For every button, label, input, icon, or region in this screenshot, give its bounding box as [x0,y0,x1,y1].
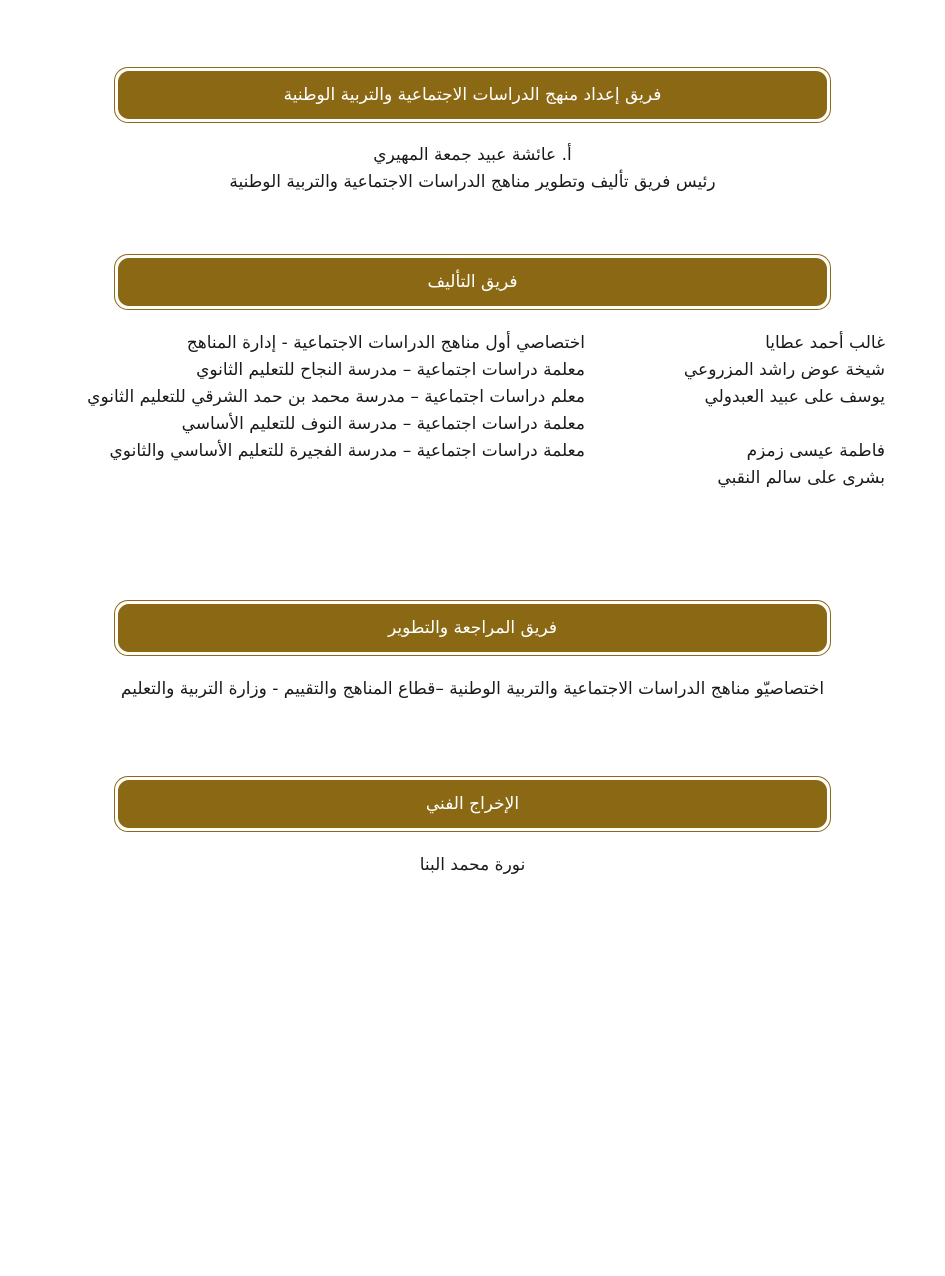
authoring-team-title: فريق التأليف [118,258,827,306]
review-team-text: اختصاصيّو مناهج الدراسات الاجتماعية والتربية الوطنية –قطاع المناهج والتقييم - وزارة التربية والتعليم [120,679,825,699]
prep-team-title: فريق إعداد منهج الدراسات الاجتماعية والتربية الوطنية [118,71,827,119]
member-name: شيخة عوض راشد المزروعي [683,360,885,380]
prep-team-leader-name: أ. عائشة عبيد جمعة المهيري [373,145,572,165]
review-team-title: فريق المراجعة والتطوير [118,604,827,652]
review-team-banner [114,600,831,656]
design-team-banner [114,776,831,832]
member-role: اختصاصي أول مناهج الدراسات الاجتماعية - إدارة المناهج [186,333,585,353]
design-team-title: الإخراج الفني [118,780,827,828]
design-team-name: نورة محمد البنا [419,855,526,875]
authoring-team-banner [114,254,831,310]
member-name: يوسف على عبيد العبدولي [704,387,885,407]
member-role: معلمة دراسات اجتماعية – مدرسة النوف للتعليم الأساسي [181,414,585,434]
prep-team-banner [114,67,831,123]
authoring-names-column [625,330,885,492]
member-name: غالب أحمد عطايا [765,333,885,353]
authoring-roles-column [85,330,585,465]
member-role: معلمة دراسات اجتماعية – مدرسة النجاح للتعليم الثانوي [196,360,585,380]
member-role: معلم دراسات اجتماعية – مدرسة محمد بن حمد الشرقي للتعليم الثانوي [87,387,585,407]
prep-team-leader-role: رئيس فريق تأليف وتطوير مناهج الدراسات الاجتماعية والتربية الوطنية [229,172,716,192]
member-name: فاطمة عيسى زمزم [746,441,885,461]
member-name: بشرى على سالم النقبي [717,468,885,488]
member-role: معلمة دراسات اجتماعية – مدرسة الفجيرة للتعليم الأساسي والثانوي [109,441,585,461]
